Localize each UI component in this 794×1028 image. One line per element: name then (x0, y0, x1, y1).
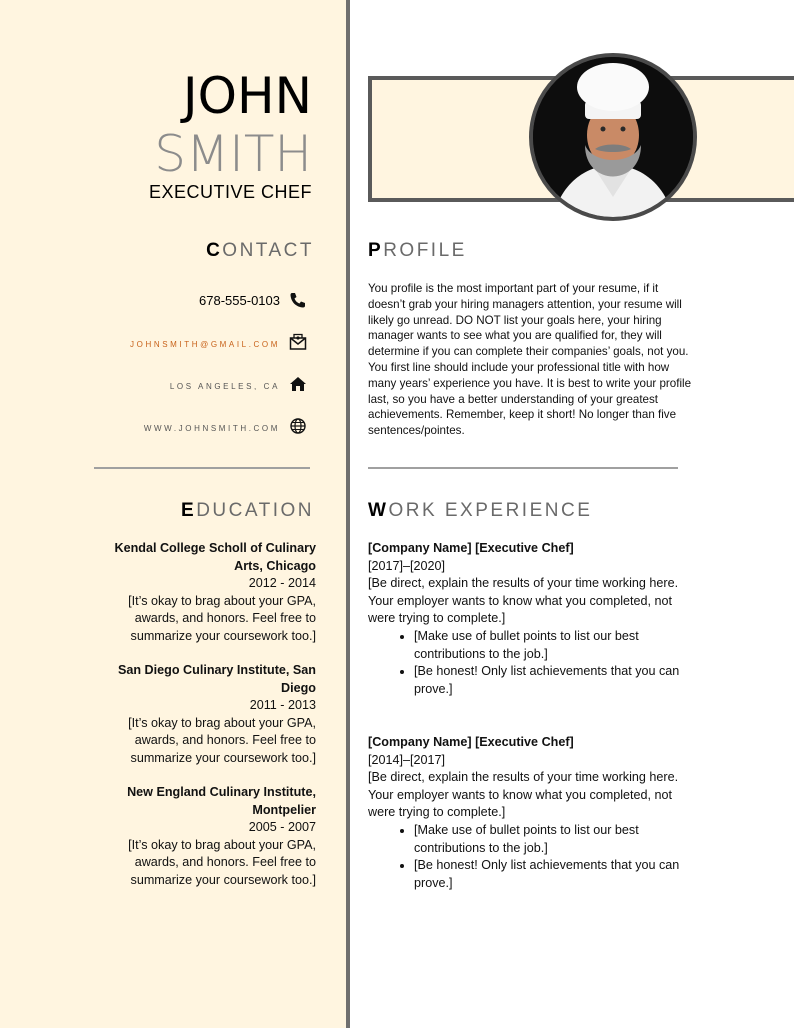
school-years: 2005 - 2007 (248, 820, 316, 835)
list-item: • [Be honest! Only list achievements that you can prove.] (414, 857, 694, 892)
contact-location-row (0, 376, 318, 400)
school-name: San Diego Culinary Institute, San Diego (117, 663, 316, 695)
school-note: [It’s okay to brag about your GPA, awards, and honors. Feel free to summarize your coursework too.] (128, 593, 316, 643)
education-entry (92, 784, 316, 890)
list-item: • [Make use of bullet points to list our best contributions to the job.] (414, 822, 694, 857)
home-icon (288, 374, 308, 394)
contact-website-row (0, 418, 318, 442)
job-title: EXECUTIVE CHEF (148, 182, 312, 202)
job-bullets (368, 628, 694, 698)
email-address[interactable]: JOHNSMITH@GMAIL.COM (130, 340, 280, 349)
location-text: LOS ANGELES, CA (169, 382, 280, 391)
phone-number: 678-555-0103 (199, 293, 280, 308)
job-entry (368, 540, 694, 698)
school-name: Kendal College Scholl of Culinary Arts, Chicago (114, 541, 316, 573)
school-years: 2012 - 2014 (248, 576, 316, 591)
profile-text: You profile is the most important part of your resume, if it doesn’t grab your hiring managers attention, your resume will likely go unread. DO NOT list your goals here, your hiring manager wants to see what you are qualified for, they will determine if you can complete their companies’ goals, not you. You first line should include your professional title with how many years’ experience you have. It is best to write your profile last, so you have a better understanding of your greatest achievements. Remember, keep it short! No longer than five sentences/pointes. (368, 282, 692, 438)
education-entry (92, 662, 316, 768)
website-url[interactable]: WWW.JOHNSMITH.COM (143, 424, 280, 433)
school-note: [It’s okay to brag about your GPA, awards, and honors. Feel free to summarize your coursework too.] (128, 837, 316, 887)
first-name: JOHN (182, 67, 312, 125)
column-divider (346, 0, 350, 1028)
contact-heading: CONTACT (206, 240, 314, 261)
chef-photo (529, 53, 697, 221)
education-heading: EDUCATION (181, 500, 314, 521)
right-separator (368, 467, 678, 469)
contact-email-row (0, 334, 318, 358)
job-dates: [2017]–[2020] (368, 558, 446, 573)
job-description: [Be direct, explain the results of your time working here. Your employer wants to know what you completed, not were trying to complete.] (368, 576, 679, 626)
left-separator (94, 467, 310, 469)
contact-phone-row (0, 292, 318, 316)
envelope-icon (288, 332, 308, 352)
job-header: [Company Name] [Executive Chef] (368, 735, 574, 749)
job-bullets (368, 822, 694, 892)
work-heading: WORK EXPERIENCE (368, 500, 593, 521)
phone-icon (288, 290, 308, 310)
last-name: SMITH (154, 125, 312, 183)
list-item: • [Make use of bullet points to list our best contributions to the job.] (414, 628, 694, 663)
school-name: New England Culinary Institute, Montpelier (127, 785, 316, 817)
education-entry (92, 540, 316, 646)
list-item: • [Be honest! Only list achievements that you can prove.] (414, 663, 694, 698)
school-note: [It’s okay to brag about your GPA, awards, and honors. Feel free to summarize your coursework too.] (128, 715, 316, 765)
job-header: [Company Name] [Executive Chef] (368, 541, 574, 555)
school-years: 2011 - 2013 (249, 698, 316, 713)
profile-heading: PROFILE (368, 240, 467, 261)
job-entry (368, 734, 694, 892)
job-description: [Be direct, explain the results of your time working here. Your employer wants to know what you completed, not were trying to complete.] (368, 770, 679, 820)
chef-portrait-image (533, 57, 693, 217)
globe-icon (288, 416, 308, 436)
job-dates: [2014]–[2017] (368, 752, 446, 767)
